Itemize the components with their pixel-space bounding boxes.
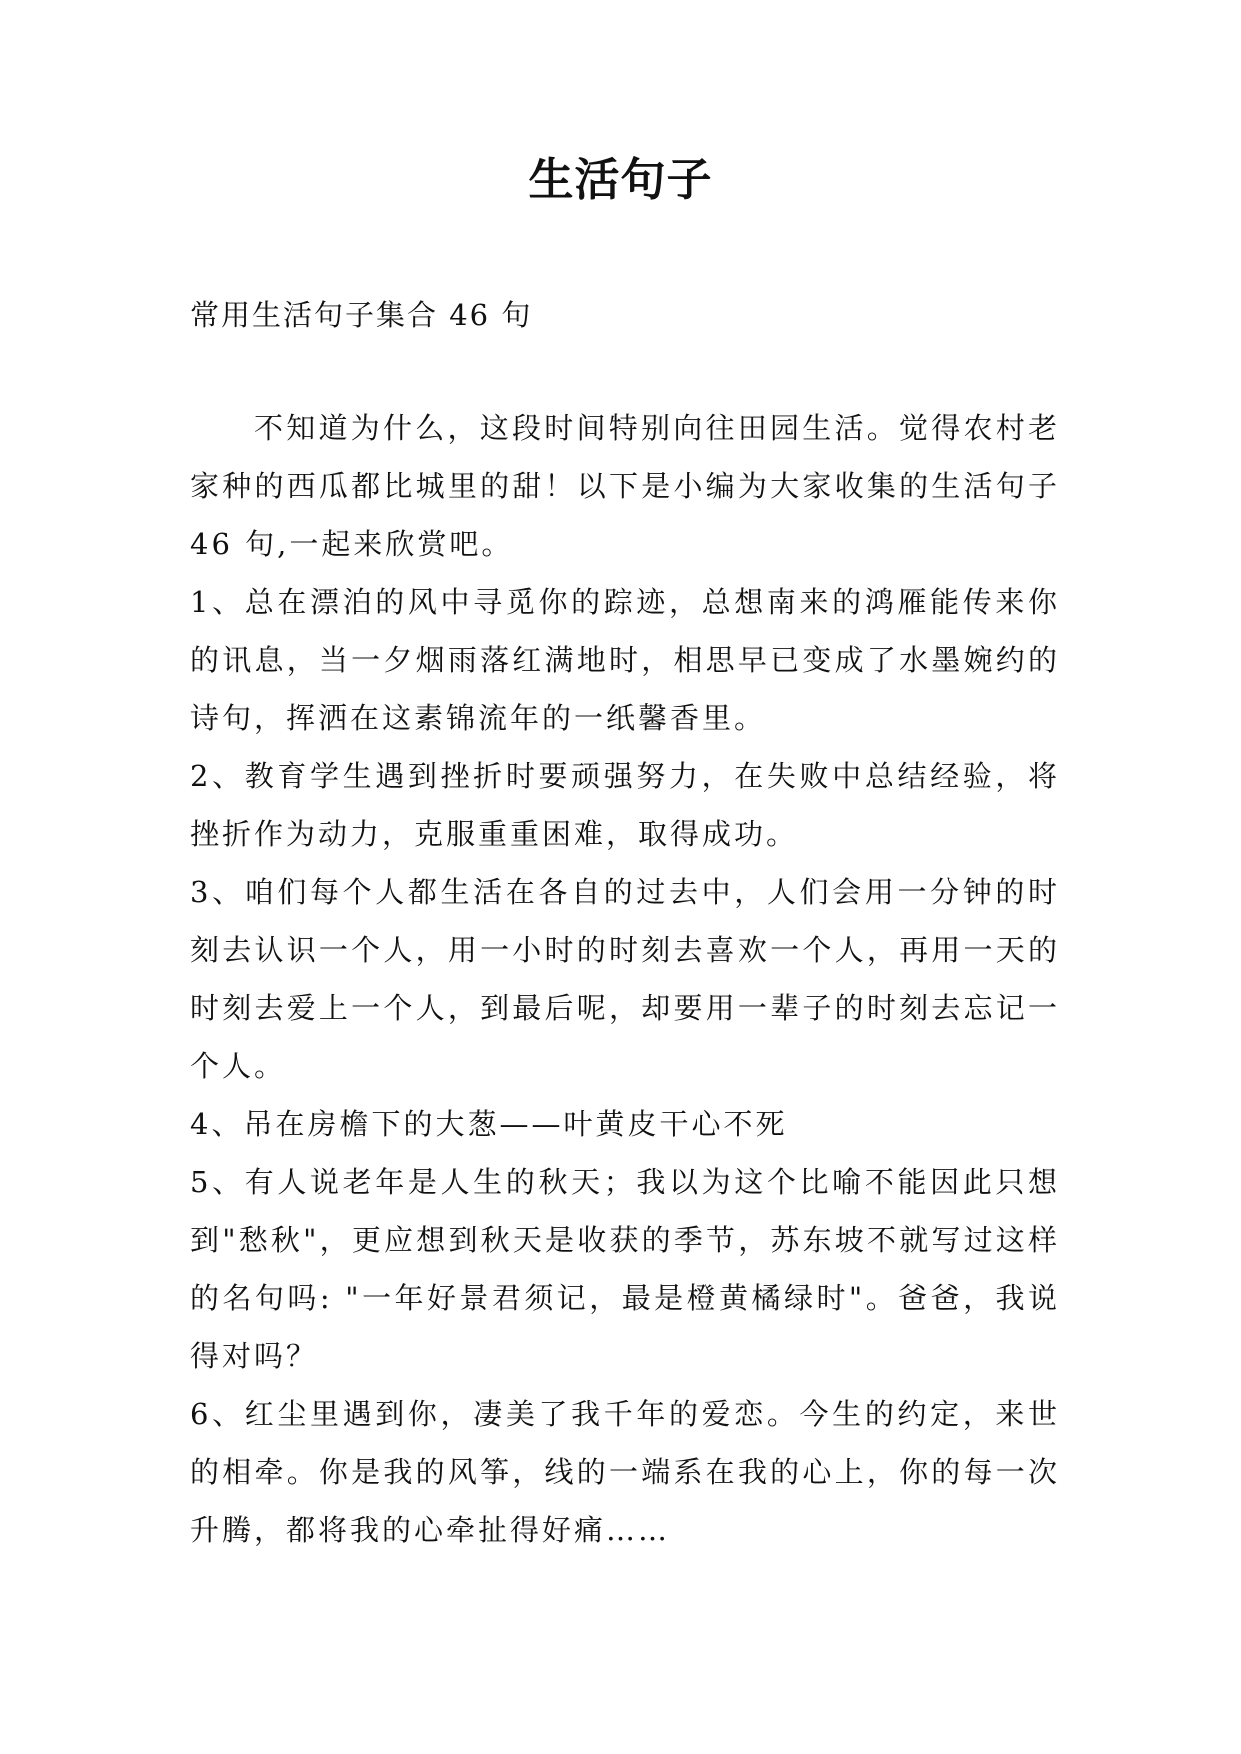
list-item: 5、有人说老年是人生的秋天；我以为这个比喻不能因此只想到"愁秋"，更应想到秋天是收获的季节，苏东坡不就写过这样的名句吗: "一年好景君须记，最是橙黄橘绿时"。爸爸，我说得对吗？ [190, 1165, 1060, 1373]
intro-paragraph: 不知道为什么，这段时间特别向往田园生活。觉得农村老家种的西瓜都比城里的甜！以下是小编为大家收集的生活句子 46 句,一起来欣赏吧。 [190, 411, 1060, 561]
list-item: 3、咱们每个人都生活在各自的过去中，人们会用一分钟的时刻去认识一个人，用一小时的时刻去喜欢一个人，再用一天的时刻去爱上一个人，到最后呢，却要用一辈子的时刻去忘记一个人。 [190, 875, 1060, 1083]
list-item: 1、总在漂泊的风中寻觅你的踪迹，总想南来的鸿雁能传来你的讯息，当一夕烟雨落红满地时，相思早已变成了水墨婉约的诗句，挥洒在这素锦流年的一纸馨香里。 [190, 585, 1060, 735]
document-title: 生活句子 [528, 153, 713, 206]
document-subtitle: 常用生活句子集合 46 句 [190, 298, 533, 332]
list-item: 4、吊在房檐下的大葱——叶黄皮干心不死 [190, 1107, 788, 1141]
document-body [190, 399, 1060, 1559]
list-item: 6、红尘里遇到你，凄美了我千年的爱恋。今生的约定，来世的相牵。你是我的风筝，线的一端系在我的心上，你的每一次升腾，都将我的心牵扯得好痛…… [190, 1397, 1060, 1547]
list-item: 2、教育学生遇到挫折时要顽强努力，在失败中总结经验，将挫折作为动力，克服重重困难，取得成功。 [190, 759, 1060, 851]
